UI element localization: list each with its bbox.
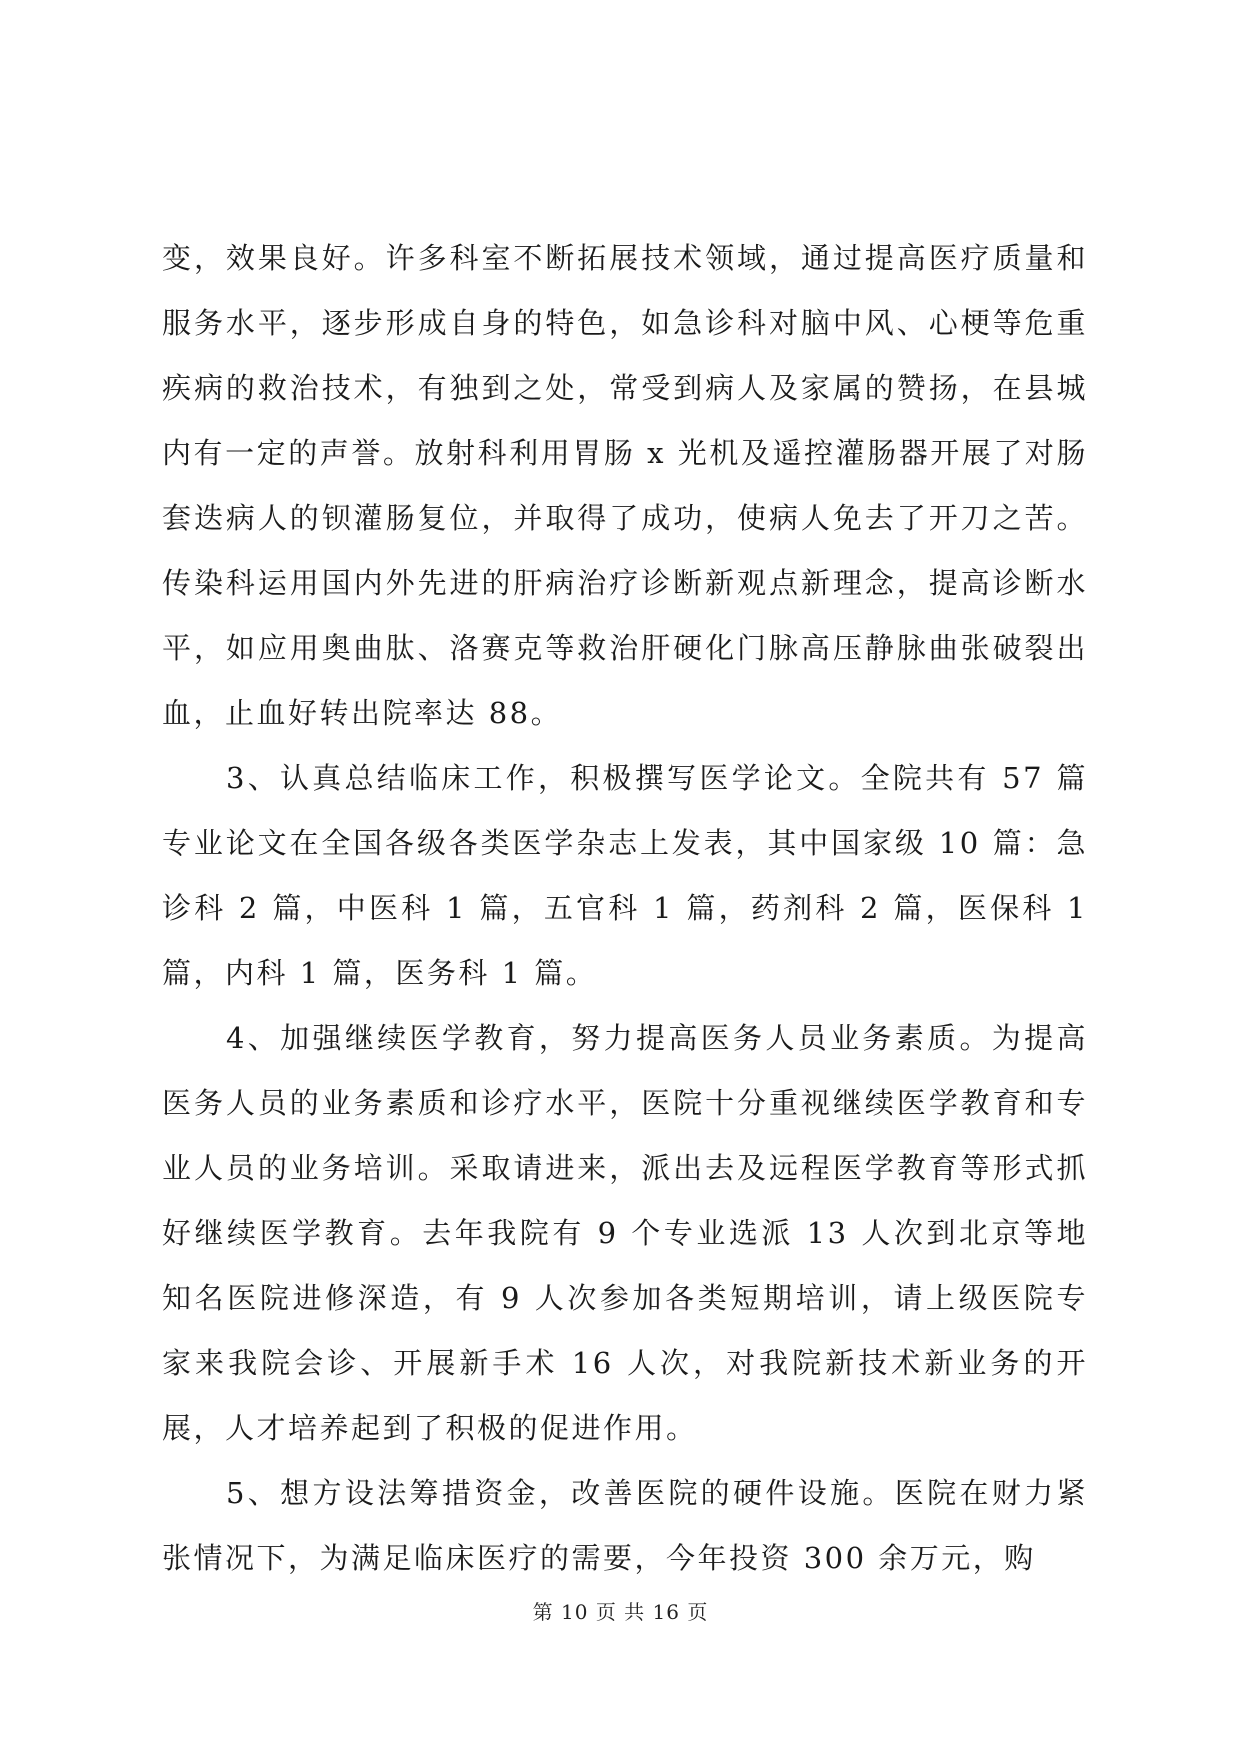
page-footer: 第 10 页 共 16 页 bbox=[532, 1600, 709, 1624]
paragraph-item-4: 4、加强继续医学教育，努力提高医务人员业务素质。为提高医务人员的业务素质和诊疗水平，医院十分重视继续医学教育和专业人员的业务培训。采取请进来，派出去及远程医学教育等形式抓好继续医学教育。去年我院有 9 个专业选派 13 人次到北京等地知名医院进修深造，有 9 人次参加各类短期培训，请上级医院专家来我院会诊、开展新手术 16 人次，对我院新技术新业务的开展，人才培养起到了积极的促进作用。 bbox=[162, 1021, 1088, 1445]
document-body bbox=[162, 226, 1088, 1591]
paragraph-item-5: 5、想方设法筹措资金，改善医院的硬件设施。医院在财力紧张情况下，为满足临床医疗的需要，今年投资 300 余万元，购 bbox=[162, 1476, 1088, 1575]
paragraph-item-3: 3、认真总结临床工作，积极撰写医学论文。全院共有 57 篇专业论文在全国各级各类医学杂志上发表，其中国家级 10 篇：急诊科 2 篇，中医科 1 篇，五官科 1 篇，药剂科 2 篇，医保科 1 篇，内科 1 篇，医务科 1 篇。 bbox=[162, 761, 1088, 990]
paragraph-continuation: 变，效果良好。许多科室不断拓展技术领域，通过提高医疗质量和服务水平，逐步形成自身的特色，如急诊科对脑中风、心梗等危重疾病的救治技术，有独到之处，常受到病人及家属的赞扬，在县城内有一定的声誉。放射科利用胃肠 x 光机及遥控灌肠器开展了对肠套迭病人的钡灌肠复位，并取得了成功，使病人免去了开刀之苦。传染科运用国内外先进的肝病治疗诊断新观点新理念，提高诊断水平，如应用奥曲肽、洛赛克等救治肝硬化门脉高压静脉曲张破裂出血，止血好转出院率达 88。 bbox=[162, 241, 1088, 730]
